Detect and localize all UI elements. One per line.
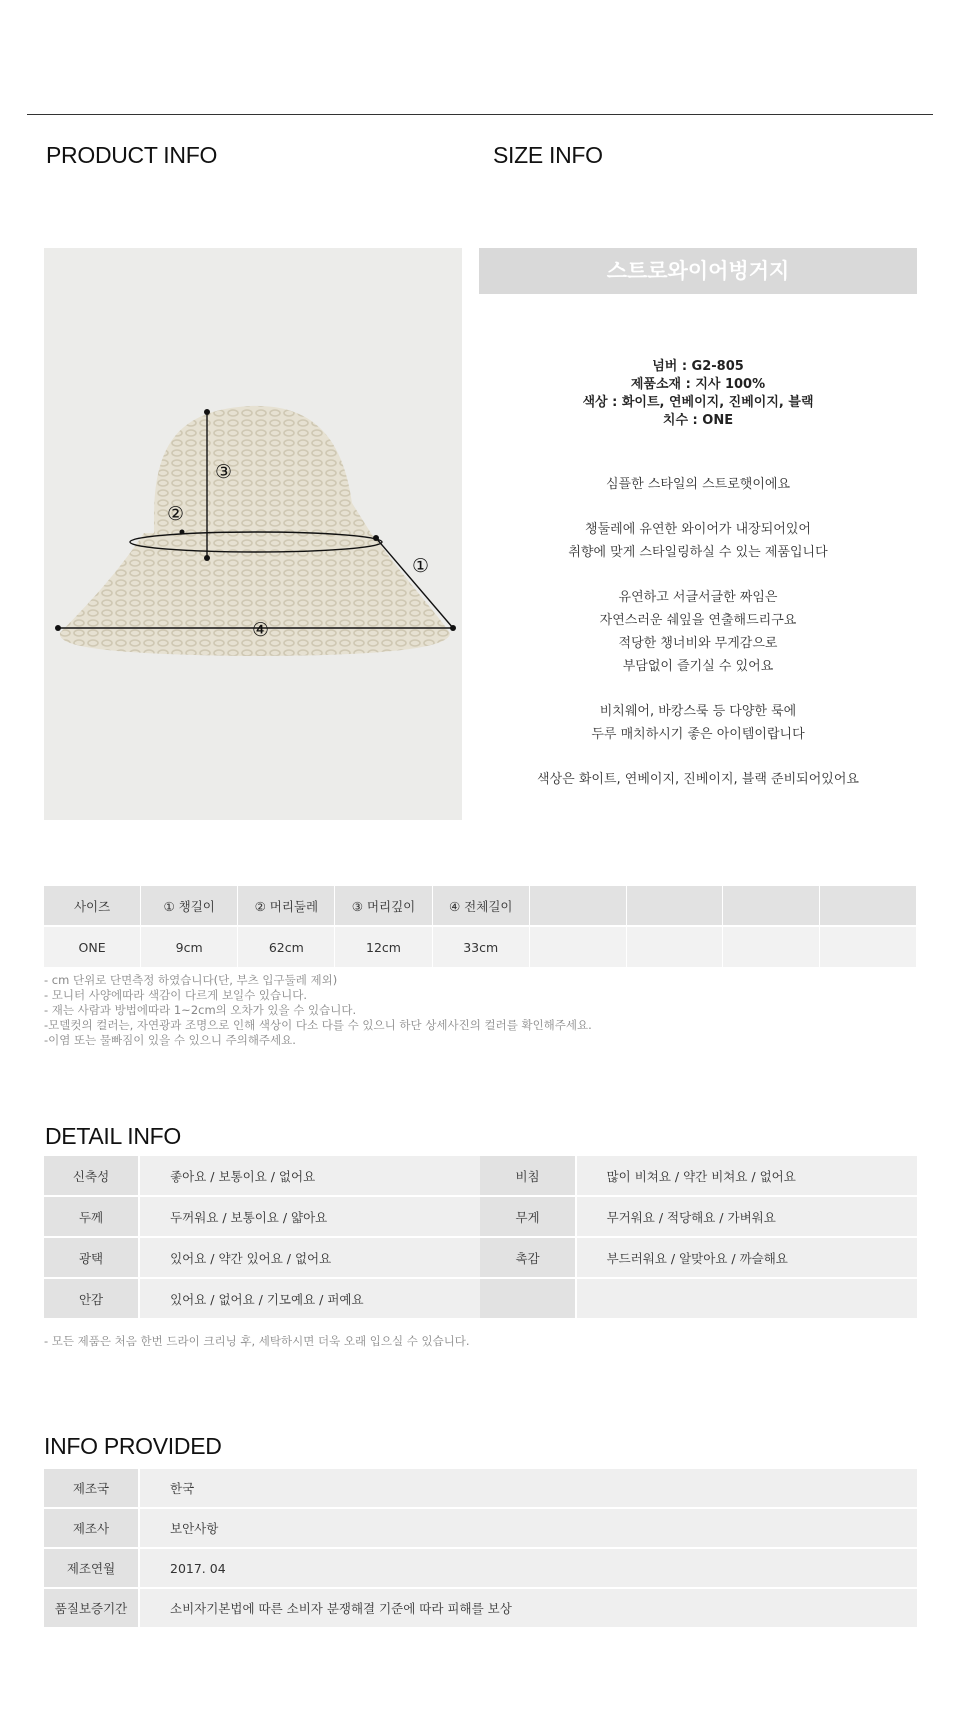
provided-label: 제조연월 — [44, 1548, 139, 1588]
provided-value: 2017. 04 — [139, 1548, 917, 1588]
marker-1: ① — [412, 555, 430, 577]
size-cell: 33cm — [432, 926, 529, 967]
size-header-cell: 사이즈 — [44, 886, 141, 926]
desc-line: 적당한 챙너비와 무게감으로 — [618, 636, 778, 651]
detail-value: 좋아요 / 보통이요 / 없어요 — [139, 1156, 480, 1196]
detail-value: 부드러워요 / 알맞아요 / 까슬해요 — [576, 1237, 917, 1278]
detail-value: 있어요 / 없어요 / 기모예요 / 퍼예요 — [139, 1278, 480, 1319]
size-table — [44, 886, 917, 967]
provided-row — [44, 1469, 917, 1508]
brim-end-dot — [450, 625, 456, 631]
detail-row — [44, 1196, 917, 1237]
detail-value: 무거워요 / 적당해요 / 가벼워요 — [576, 1196, 917, 1237]
provided-value: 한국 — [139, 1469, 917, 1508]
size-cell — [820, 926, 917, 967]
detail-row — [44, 1237, 917, 1278]
detail-label — [480, 1278, 575, 1319]
provided-value: 보안사항 — [139, 1508, 917, 1548]
top-divider — [27, 114, 933, 115]
size-table-header — [44, 886, 917, 926]
provided-label: 제조국 — [44, 1469, 139, 1508]
size-cell: 9cm — [141, 926, 238, 967]
detail-row — [44, 1156, 917, 1196]
size-info-heading: SIZE INFO — [493, 142, 603, 168]
size-note: -이염 또는 물빠짐이 있을 수 있으니 주의해주세요. — [44, 1033, 296, 1047]
detail-label: 비침 — [480, 1156, 575, 1196]
depth-bottom-dot — [204, 555, 210, 561]
provided-row — [44, 1508, 917, 1548]
detail-table — [44, 1156, 917, 1320]
desc-line: 챙둘레에 유연한 와이어가 내장되어있어 — [585, 522, 811, 537]
size-cell: 12cm — [335, 926, 432, 967]
provided-label: 품질보증기간 — [44, 1588, 139, 1628]
size-header-cell — [529, 886, 626, 926]
detail-label: 무게 — [480, 1196, 575, 1237]
product-info-heading: PRODUCT INFO — [46, 142, 218, 168]
size-note: -모델컷의 컬러는, 자연광과 조명으로 인해 색상이 다소 다를 수 있으니 하단 상세사진의 컬러를 확인해주세요. — [44, 1018, 592, 1032]
spec-color: 색상 : 화이트, 연베이지, 진베이지, 블랙 — [582, 395, 814, 410]
size-cell — [529, 926, 626, 967]
desc-line: 색상은 화이트, 연베이지, 진베이지, 블랙 준비되어있어요 — [537, 772, 859, 787]
detail-value — [576, 1278, 917, 1319]
desc-line: 부담없이 즐기실 수 있어요 — [622, 659, 774, 674]
spec-material: 제품소재 : 지사 100% — [630, 377, 766, 392]
size-note: - 재는 사람과 방법에따라 1~2cm의 오차가 있을 수 있습니다. — [44, 1003, 357, 1017]
size-cell: ONE — [44, 926, 141, 967]
size-cell: 62cm — [238, 926, 335, 967]
size-note: - cm 단위로 단면측정 하였습니다(단, 부츠 입구둘레 제외) — [44, 973, 338, 987]
brim-top-dot — [373, 535, 379, 541]
info-provided-heading: INFO PROVIDED — [44, 1433, 222, 1459]
desc-line: 취향에 맞게 스타일링하실 수 있는 제품입니다 — [568, 545, 828, 560]
size-note: - 모니터 사양에따라 색감이 다르게 보일수 있습니다. — [44, 988, 308, 1002]
detail-row — [44, 1278, 917, 1319]
depth-top-dot — [204, 409, 210, 415]
desc-line: 자연스러운 쉐잎을 연출해드리구요 — [599, 613, 797, 628]
size-table-row — [44, 926, 917, 967]
care-note: - 모든 제품은 처음 한번 드라이 크리닝 후, 세탁하시면 더욱 오래 입으실 수 있습니다. — [44, 1334, 470, 1348]
desc-line: 비치웨어, 바캉스룩 등 다양한 룩에 — [599, 704, 797, 719]
total-left-dot — [55, 625, 61, 631]
provided-label: 제조사 — [44, 1508, 139, 1548]
provided-row — [44, 1588, 917, 1628]
detail-label: 광택 — [44, 1237, 139, 1278]
hat-diagram — [44, 248, 462, 820]
marker-3: ③ — [215, 461, 233, 483]
product-name: 스트로와이어벙거지 — [479, 248, 917, 294]
size-cell — [723, 926, 820, 967]
desc-line: 두루 매치하시기 좋은 아이템이랍니다 — [591, 727, 805, 742]
provided-table — [44, 1469, 917, 1629]
size-header-cell: ② 머리둘레 — [238, 886, 335, 926]
size-header-cell: ④ 전체길이 — [432, 886, 529, 926]
spec-number: 넘버 : G2-805 — [652, 359, 744, 374]
detail-label: 신축성 — [44, 1156, 139, 1196]
size-header-cell — [723, 886, 820, 926]
marker-4: ④ — [252, 619, 270, 641]
product-photo — [44, 248, 462, 820]
detail-value: 있어요 / 약간 있어요 / 없어요 — [139, 1237, 480, 1278]
detail-value: 두꺼워요 / 보통이요 / 얇아요 — [139, 1196, 480, 1237]
detail-label: 촉감 — [480, 1237, 575, 1278]
detail-info-heading: DETAIL INFO — [45, 1123, 181, 1149]
size-header-cell — [626, 886, 723, 926]
detail-label: 두께 — [44, 1196, 139, 1237]
provided-row — [44, 1548, 917, 1588]
circumference-dot — [180, 530, 185, 535]
detail-label: 안감 — [44, 1278, 139, 1319]
detail-value: 많이 비쳐요 / 약간 비쳐요 / 없어요 — [576, 1156, 917, 1196]
size-header-cell: ③ 머리깊이 — [335, 886, 432, 926]
size-header-cell: ① 챙길이 — [141, 886, 238, 926]
desc-line: 심플한 스타일의 스트로햇이에요 — [605, 477, 791, 492]
size-cell — [626, 926, 723, 967]
desc-line: 유연하고 서글서글한 짜임은 — [618, 590, 778, 605]
marker-2: ② — [167, 503, 185, 525]
spec-size: 치수 : ONE — [662, 413, 734, 428]
size-header-cell — [820, 886, 917, 926]
provided-value: 소비자기본법에 따른 소비자 분쟁해결 기준에 따라 피해를 보상 — [139, 1588, 917, 1628]
